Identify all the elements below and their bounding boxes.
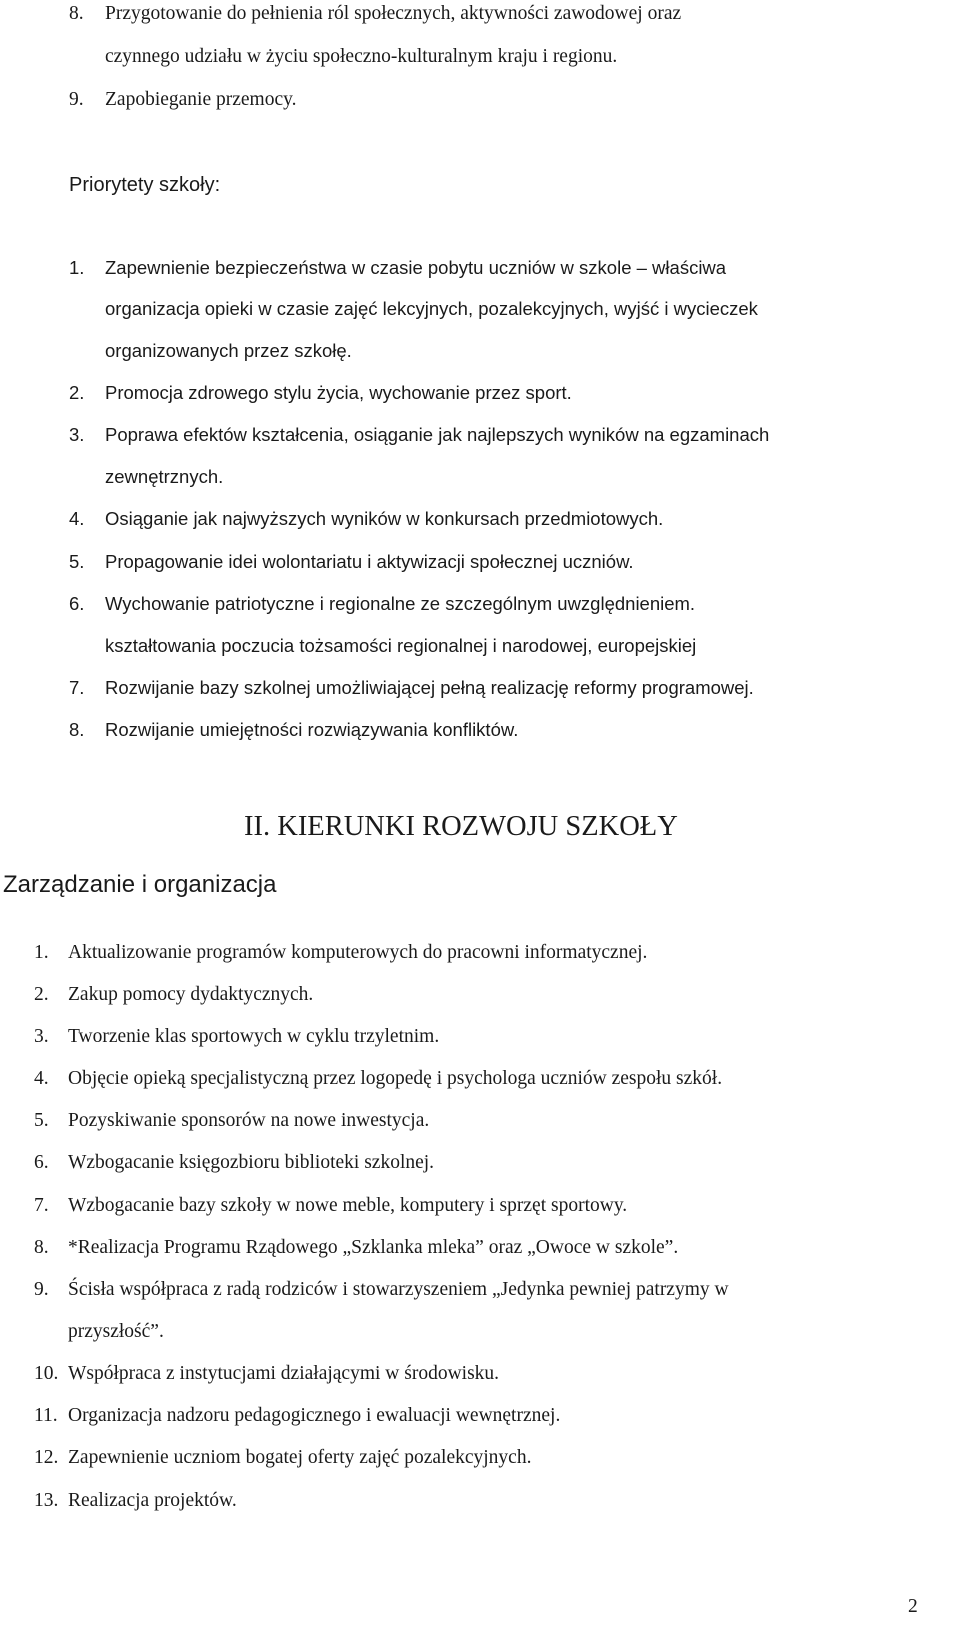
list-number: 8.	[34, 1237, 49, 1258]
priorities-heading: Priorytety szkoły:	[69, 174, 221, 196]
list-item-text: *Realizacja Programu Rządowego „Szklanka mleka” oraz „Owoce w szkole”.	[68, 1237, 679, 1258]
list-number: 7.	[69, 677, 85, 698]
list-item-text: Wzbogacanie księgozbioru biblioteki szkolnej.	[68, 1152, 435, 1173]
list-item-text: kształtowania poczucia tożsamości regionalnej i narodowej, europejskiej	[105, 635, 697, 656]
list-number: 8.	[69, 3, 84, 24]
list-number: 10.	[34, 1363, 59, 1384]
list-item-text: zewnętrznych.	[105, 466, 224, 487]
list-number: 3.	[69, 424, 85, 445]
list-number: 1.	[34, 942, 49, 963]
list-number: 2.	[34, 984, 49, 1005]
list-number: 1.	[69, 257, 85, 278]
list-item-text: Propagowanie idei wolontariatu i aktywizacji społecznej uczniów.	[105, 551, 634, 572]
list-number: 12.	[34, 1447, 59, 1468]
list-item-text: Aktualizowanie programów komputerowych do pracowni informatycznej.	[68, 942, 648, 963]
list-item-text: Rozwijanie bazy szkolnej umożliwiającej pełną realizację reformy programowej.	[105, 677, 754, 698]
list-number: 6.	[69, 593, 85, 614]
list-item-text: Ścisła współpraca z radą rodziców i stowarzyszeniem „Jedynka pewniej patrzymy w	[68, 1279, 729, 1300]
section-subheading: Zarządzanie i organizacja	[3, 871, 277, 898]
list-number: 6.	[34, 1152, 49, 1173]
list-item-text: organizacja opieki w czasie zajęć lekcyjnych, pozalekcyjnych, wyjść i wycieczek	[105, 298, 758, 319]
list-item-text: Promocja zdrowego stylu życia, wychowanie przez sport.	[105, 382, 572, 403]
list-item-text: Pozyskiwanie sponsorów na nowe inwestycja.	[68, 1110, 430, 1131]
page-number: 2	[908, 1596, 918, 1617]
list-item-text: przyszłość”.	[68, 1321, 164, 1342]
list-item-text: Organizacja nadzoru pedagogicznego i ewaluacji wewnętrznej.	[68, 1405, 561, 1426]
list-number: 4.	[69, 508, 85, 529]
section-title: II. KIERUNKI ROZWOJU SZKOŁY	[244, 811, 678, 842]
list-number: 3.	[34, 1026, 49, 1047]
list-item-text: Zapewnienie uczniom bogatej oferty zajęć pozalekcyjnych.	[68, 1447, 532, 1468]
list-item-text: Osiąganie jak najwyższych wyników w konkursach przedmiotowych.	[105, 508, 664, 529]
list-item-text: Wzbogacanie bazy szkoły w nowe meble, komputery i sprzęt sportowy.	[68, 1195, 628, 1216]
list-number: 13.	[34, 1490, 59, 1511]
list-number: 11.	[34, 1405, 58, 1426]
list-item-text: Rozwijanie umiejętności rozwiązywania konfliktów.	[105, 719, 519, 740]
list-number: 9.	[69, 89, 84, 110]
list-item-text: Zapewnienie bezpieczeństwa w czasie pobytu uczniów w szkole – właściwa	[105, 257, 727, 278]
list-item-text: Realizacja projektów.	[68, 1490, 237, 1511]
list-item-text: czynnego udziału w życiu społeczno-kulturalnym kraju i regionu.	[105, 46, 618, 67]
list-number: 2.	[69, 382, 85, 403]
list-number: 9.	[34, 1279, 49, 1300]
list-item-text: Objęcie opieką specjalistyczną przez logopedę i psychologa uczniów zespołu szkół.	[68, 1068, 723, 1089]
list-number: 7.	[34, 1195, 49, 1216]
list-item-text: Tworzenie klas sportowych w cyklu trzyletnim.	[68, 1026, 440, 1047]
list-number: 5.	[34, 1110, 49, 1131]
list-item-text: Poprawa efektów kształcenia, osiąganie jak najlepszych wyników na egzaminach	[105, 424, 770, 445]
list-item-text: Współpraca z instytucjami działającymi w środowisku.	[68, 1363, 500, 1384]
list-item-text: Zapobieganie przemocy.	[105, 89, 297, 110]
list-number: 8.	[69, 719, 85, 740]
list-number: 4.	[34, 1068, 49, 1089]
list-item-text: Wychowanie patriotyczne i regionalne ze szczególnym uwzględnieniem.	[105, 593, 696, 614]
list-item-text: Przygotowanie do pełnienia ról społecznych, aktywności zawodowej oraz	[105, 3, 682, 24]
list-item-text: organizowanych przez szkołę.	[105, 340, 352, 361]
list-number: 5.	[69, 551, 85, 572]
list-item-text: Zakup pomocy dydaktycznych.	[68, 984, 314, 1005]
